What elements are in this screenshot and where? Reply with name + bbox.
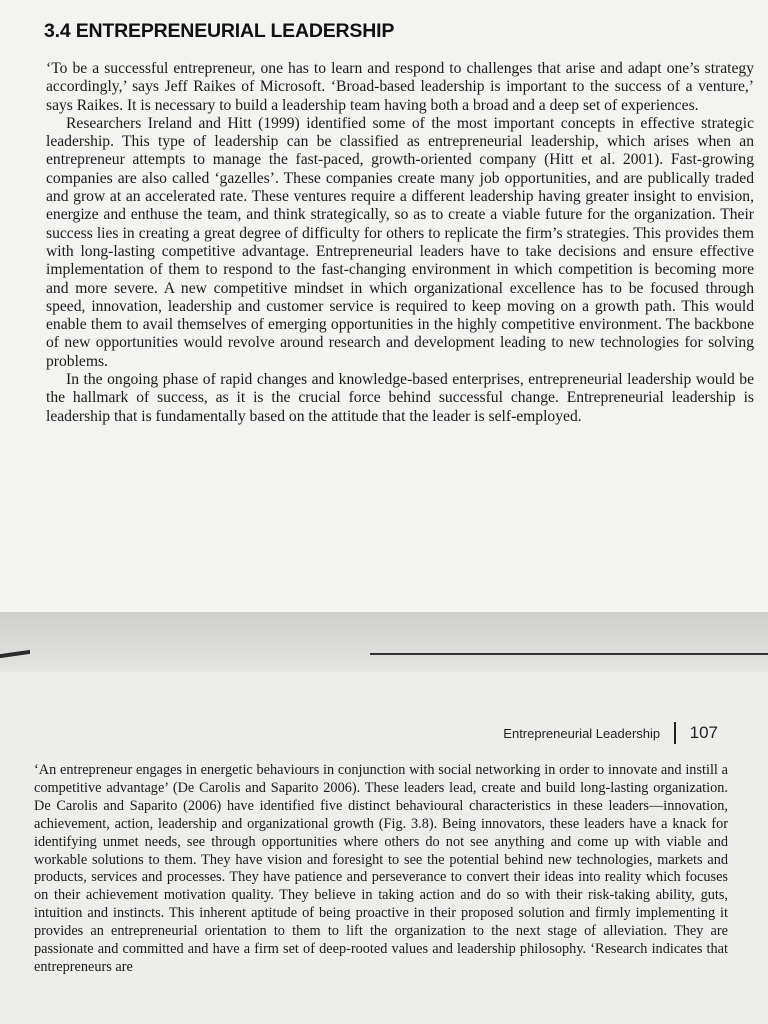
paragraph: In the ongoing phase of rapid changes and knowledge-based enterprises, entrepreneurial leadership would be the hallmark of success, as it is the crucial force behind successful change. Entrepreneurial leadership is leadership that is fundamentally based on the attitude that the leader is self-employed.	[46, 371, 754, 425]
section-heading: 3.4 ENTREPRENEURIAL LEADERSHIP	[44, 20, 395, 42]
paragraph: ‘To be a successful entrepreneur, one has to learn and respond to challenges that arise and adapt one’s strategy accordingly,’ says Jeff Raikes of Microsoft. ‘Broad-based leadership is important to the success of a venture,’ says Raikes. It is necessary to build a leadership team having both a broad and a deep set of experiences.	[46, 60, 754, 114]
running-header-title: Entrepreneurial Leadership	[503, 725, 661, 741]
page-edge-line	[370, 653, 768, 655]
header-divider	[674, 722, 676, 744]
upper-page-body	[46, 60, 754, 426]
lower-book-page	[0, 672, 768, 1024]
lower-page-body	[34, 762, 728, 977]
running-header	[503, 722, 718, 744]
page-gap	[0, 612, 768, 672]
paragraph: ‘An entrepreneur engages in energetic behaviours in conjunction with social networking in order to innovate and instill a competitive advantage’ (De Carolis and Saparito 2006). These leaders lead, create and build long-lasting organization. De Carolis and Saparito (2006) have identified five distinct behavioural characteristics in these leaders—innovation, achievement, action, leadership and organizational growth (Fig. 3.8). Being innovators, these leaders have a knack for identifying unmet needs, see through opportunities where others do not see anything and come up with viable and workable solutions to them. They have vision and foresight to see the potential behind new technologies, markets and products, services and processes. They have patience and perseverance to convert their ideas into reality which focuses on their achievement motivation quality. They believe in taking action and do so with their risk-taking ability, guts, intuition and instincts. This inherent aptitude of being proactive in their proposed solution and firmly implementing it provides an entrepreneurial orientation to them to lift the organization to the next stage of alleviation. They are passionate and committed and have a firm set of deep-rooted values and leadership philosophy. ‘Research indicates that entrepreneurs are	[34, 762, 728, 975]
page-crease	[0, 652, 768, 656]
paragraph: Researchers Ireland and Hitt (1999) identified some of the most important concepts in effective strategic leadership. This type of leadership can be classified as entrepreneurial leadership, which arises when an entrepreneur attempts to manage the fast-paced, growth-oriented company (Hitt et al. 2001). Fast-growing companies are also called ‘gazelles’. These companies create many job opportunities, and are publically traded and grow at an accelerated rate. These ventures require a different leadership having greater insight to envision, energize and enthuse the team, and think strategically, so as to create a viable future for the organization. Their success lies in creating a great degree of difficulty for others to replicate the firm’s strategies. This provides them with long-lasting competitive advantage. Entrepreneurial leaders have to take decisions and ensure effective implementation of them to respond to the fast-changing environment in which competition is becoming more and more severe. A new competitive mindset in which organizational excellence has to be focused through speed, innovation, leadership and customer service is required to keep moving on a growth path. This would enable them to avail themselves of emerging opportunities in the highly competitive environment. The backbone of new opportunities would revolve around research and development leading to new technologies for solving problems.	[46, 114, 754, 370]
page-number: 107	[689, 723, 718, 742]
